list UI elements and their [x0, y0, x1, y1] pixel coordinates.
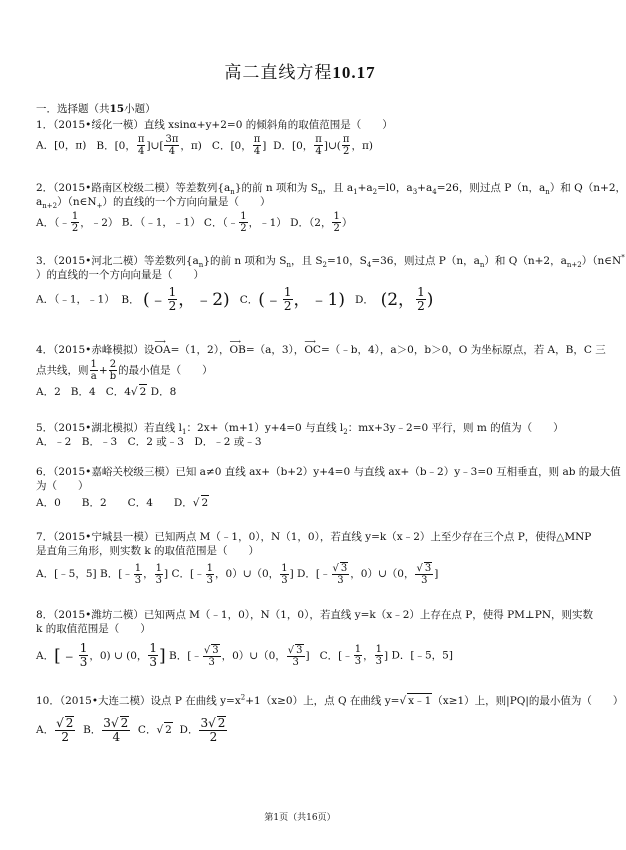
- option-d: [273, 134, 373, 157]
- section-label: 一．选择题（共: [36, 103, 110, 115]
- question-3-stem-line-1: [36, 253, 625, 270]
- text: ，0）∪（0，: [215, 568, 280, 580]
- fraction: [109, 359, 117, 382]
- option-b: [118, 285, 230, 313]
- option-a: A．（﹣1，﹣1）: [36, 293, 115, 306]
- radicand: 2: [139, 386, 147, 398]
- numerator: [102, 716, 130, 731]
- radicand: 2: [165, 724, 172, 736]
- question-5: [36, 421, 572, 449]
- fraction: [415, 562, 433, 586]
- text: ]: [305, 649, 310, 662]
- page-title: [0, 58, 600, 83]
- subscript: n: [230, 188, 235, 197]
- text: (2，: [380, 289, 416, 310]
- text: ）（n∈N: [57, 196, 97, 208]
- numerator: 3π: [165, 134, 179, 145]
- denominator: 3: [292, 656, 299, 668]
- option-b-mid: ]∪[: [146, 139, 164, 152]
- subscript: n: [479, 261, 485, 270]
- text: ，﹣1）: [248, 216, 287, 229]
- option-c: [319, 644, 389, 667]
- text: 4．（2015•赤峰模拟）设: [36, 344, 155, 356]
- question-7-stem-line-2: 是直角三角形，则实数 k 的取值范围是（ ）: [36, 545, 260, 557]
- superscript: 2: [240, 693, 246, 702]
- text: ）和 Q（n+2，a: [484, 255, 567, 267]
- fraction: [102, 716, 130, 744]
- denominator: 2: [240, 223, 247, 234]
- denominator: 4: [168, 146, 176, 157]
- option-c: [211, 134, 267, 157]
- radical-sign: [288, 645, 294, 656]
- radical-sign: [416, 563, 422, 574]
- question-8-stem-line-2: k 的取值范围是（ ）: [36, 623, 151, 635]
- question-4: [36, 343, 606, 399]
- text: }的前 n 项和为 S: [203, 255, 287, 267]
- fraction: [71, 211, 79, 234]
- subscript: 4: [366, 261, 372, 270]
- denominator: 4: [137, 146, 145, 157]
- question-10-options: [36, 716, 572, 744]
- option-c: [106, 386, 148, 398]
- numerator: 1: [79, 641, 88, 655]
- denominator: 2: [417, 299, 425, 313]
- text: A．（: [36, 216, 60, 229]
- denominator: 3: [155, 574, 163, 586]
- subscript: n: [198, 261, 204, 270]
- numerator: 1: [240, 211, 247, 222]
- text: a: [36, 196, 43, 208]
- denominator: 3: [354, 656, 362, 667]
- text: D．: [179, 724, 199, 736]
- denominator: 3: [375, 656, 383, 667]
- denominator: b: [109, 371, 117, 382]
- text: C．: [239, 293, 259, 306]
- text: C．4: [105, 386, 131, 398]
- text: ]: [384, 649, 389, 662]
- text: =（1，2），: [170, 344, 230, 356]
- denominator: 3: [208, 656, 215, 668]
- text: +1（x≥0）上，点 Q 在曲线 y=: [245, 695, 400, 707]
- subscript: +: [96, 202, 103, 211]
- fraction: [287, 644, 305, 668]
- subscript: n: [286, 261, 291, 270]
- question-8-options: [36, 642, 572, 669]
- numerator: π: [253, 134, 261, 145]
- text: ：2x+（m+1）y+4=0 与直线 l: [186, 422, 344, 434]
- option-d-end: ，π): [351, 139, 373, 152]
- fraction: [90, 359, 98, 382]
- fraction: [332, 211, 340, 234]
- numerator: 1: [149, 641, 158, 655]
- fraction: [164, 134, 179, 157]
- option-a: A．[﹣5，5]: [36, 568, 97, 580]
- option-a: [36, 716, 76, 744]
- subscript: 2: [372, 188, 378, 197]
- text: 10．（2015•大连二模）设点 P 在曲线 y=x: [36, 695, 241, 707]
- denominator: 2: [61, 730, 70, 744]
- text: C．（: [203, 216, 228, 229]
- vector-ob: ⟶ OB: [229, 343, 245, 357]
- question-6-options: [36, 495, 572, 510]
- radicand: 3: [296, 644, 303, 656]
- radicand: 3: [424, 563, 432, 574]
- fraction: [280, 563, 288, 586]
- denominator: 2: [333, 223, 340, 234]
- question-2: [36, 181, 626, 234]
- radical-sign: [111, 716, 119, 730]
- text: ，﹣2）: [80, 216, 119, 229]
- vector-oc: ⟶ OC: [304, 343, 321, 357]
- subscript: 1: [182, 428, 187, 437]
- fraction: [416, 286, 426, 313]
- radical-sign: [131, 386, 138, 398]
- numerator: [332, 562, 350, 575]
- question-2-stem-line-2: [36, 195, 572, 209]
- vector-oa: ⟶ OA: [154, 343, 170, 357]
- numerator: 2: [109, 359, 117, 370]
- coefficient: 3: [103, 716, 111, 730]
- fraction: [155, 563, 163, 586]
- denominator: 4: [253, 146, 261, 157]
- numerator: [415, 562, 433, 575]
- text: ：mx+3y﹣2=0 平行，则 m 的值为（ ）: [347, 422, 564, 434]
- question-7: [36, 530, 592, 586]
- question-8: [36, 608, 594, 669]
- question-4-stem-line-1: [36, 343, 606, 357]
- option-d: [355, 285, 434, 313]
- option-c: [203, 211, 287, 234]
- fraction: [375, 644, 383, 667]
- option-c: [171, 562, 294, 586]
- numerator: [203, 644, 221, 657]
- denominator: 2: [71, 223, 79, 234]
- radical-sign: [193, 497, 200, 509]
- numerator: 1: [417, 285, 425, 299]
- text: 点共线，则: [36, 364, 89, 377]
- text: ，0）∪（0，: [221, 649, 286, 662]
- option-b: B．4: [70, 386, 96, 398]
- fraction: [55, 716, 75, 744]
- text: (﹣: [258, 289, 282, 310]
- fraction: [79, 642, 89, 669]
- question-1-stem: 1．（2015•绥化一模）直线 xsinα+y+2=0 的倾斜角的取值范围是（ ）: [36, 119, 393, 131]
- question-7-stem-line-1: 7．（2015•宁城县一模）已知两点 M（﹣1，0），N（1，0），若直线 y=k（x﹣2）上至少存在三个点 P，使得△MNP: [36, 531, 592, 543]
- denominator: 3: [134, 574, 142, 586]
- question-4-options: [36, 384, 572, 399]
- text: C．: [137, 724, 157, 736]
- subscript: n: [545, 188, 550, 197]
- denominator: a: [90, 371, 97, 382]
- numerator: [55, 716, 75, 731]
- text: ）: [341, 216, 353, 229]
- option-c: [239, 285, 345, 313]
- option-d: [179, 716, 229, 744]
- question-1: [36, 118, 572, 157]
- minus-sign: ﹣: [227, 216, 239, 229]
- text: ]: [159, 645, 166, 666]
- question-10: [36, 693, 624, 744]
- text: ]: [434, 568, 439, 580]
- fraction: [354, 644, 362, 667]
- option-d: [290, 211, 353, 234]
- text: B．: [121, 293, 140, 306]
- text: A．: [36, 649, 55, 662]
- denominator: 2: [168, 299, 177, 313]
- option-d: D．8: [150, 386, 177, 398]
- fraction: [199, 716, 227, 744]
- text: ]: [164, 568, 169, 580]
- question-6: [36, 465, 621, 510]
- fraction: [283, 286, 293, 313]
- option-a: A．2: [36, 386, 61, 398]
- text: A．0 B．2 C．4 D．: [36, 497, 193, 509]
- question-4-stem-line-2: [36, 359, 572, 382]
- text: B．: [83, 724, 102, 736]
- radicand: 2: [120, 716, 129, 730]
- numerator: 1: [281, 562, 288, 574]
- numerator: 1: [90, 359, 97, 370]
- denominator: 3: [149, 655, 158, 669]
- fraction: [137, 134, 146, 157]
- text: ，﹣2): [178, 289, 230, 310]
- text: [﹣: [54, 645, 78, 666]
- numerator: [199, 716, 227, 731]
- numerator: 1: [134, 562, 142, 574]
- text: C．[﹣: [171, 568, 205, 580]
- numerator: π: [315, 134, 322, 145]
- numerator: 1: [375, 644, 383, 655]
- text: }的前 n 项和为 S: [234, 182, 318, 194]
- text: =（a，3），: [245, 344, 305, 356]
- subscript: 2: [322, 261, 327, 270]
- radicand: 2: [201, 497, 209, 509]
- numerator: π: [137, 134, 145, 145]
- text: （x≥1）上，则|PQ|的最小值为（ ）: [432, 695, 624, 707]
- option-c: [138, 724, 173, 736]
- text: =10，S: [326, 255, 367, 267]
- subscript: n: [317, 188, 323, 197]
- subscript: 2: [343, 428, 348, 437]
- denominator: 3: [421, 575, 428, 586]
- text: ，且 a: [322, 182, 354, 194]
- section-count: 15: [109, 103, 125, 115]
- radicand: x﹣1: [408, 695, 432, 707]
- radicand: 3: [340, 563, 348, 574]
- question-7-options: [36, 562, 572, 586]
- text: ，: [143, 568, 154, 580]
- section-heading: [36, 102, 572, 116]
- text: =l0，a: [377, 182, 413, 194]
- text: ，且 S: [290, 255, 323, 267]
- text: D．: [355, 293, 374, 306]
- radicand: 2: [65, 716, 74, 730]
- denominator: 2: [342, 146, 350, 157]
- question-3-options: [36, 286, 572, 313]
- question-8-stem-line-1: 8．（2015•潍坊二模）已知两点 M（﹣1，0），N（1，0），若直线 y=k（x﹣2）上存在点 P，使得 PM⊥PN，则实数: [36, 609, 594, 621]
- text: ): [426, 289, 434, 310]
- radical-sign: [333, 563, 339, 574]
- question-2-options: [36, 211, 572, 234]
- denominator: 3: [337, 575, 344, 586]
- text: ，0）∪（0，: [350, 568, 415, 580]
- option-d: D．[﹣5，5]: [391, 649, 453, 662]
- denominator: 4: [112, 730, 121, 744]
- text: =26，则过点 P（n，a: [436, 182, 546, 194]
- numerator: 1: [168, 285, 177, 299]
- text: =（﹣b，4），a＞0，b＞0，O 为坐标原点，若 A，B，C 三: [320, 344, 606, 356]
- option-a: [36, 641, 166, 669]
- text: 3．（2015•河北二模）等差数列{a: [36, 255, 199, 267]
- title-number: 10.17: [332, 63, 376, 82]
- minus-sign: ﹣: [59, 216, 70, 229]
- subscript: 3: [412, 188, 418, 197]
- subscript: n+2: [42, 202, 58, 211]
- option-b: [169, 644, 310, 668]
- question-3: [36, 253, 625, 313]
- numerator: 1: [283, 285, 292, 299]
- denominator: 4: [315, 146, 322, 157]
- text: ）（n∈N: [581, 255, 622, 267]
- text: A．: [36, 724, 55, 736]
- text: ）和 Q（n+2，: [549, 182, 626, 194]
- radicand: 3: [212, 644, 219, 656]
- radical-sign: [56, 716, 64, 730]
- fraction: [203, 644, 221, 668]
- fraction: [134, 563, 142, 586]
- question-5-options: A．﹣2 B．﹣3 C．2 或﹣3 D．﹣2 或﹣3: [36, 436, 262, 448]
- radical-sign: [204, 645, 210, 656]
- text: ，﹣1): [293, 289, 345, 310]
- text: (﹣: [142, 289, 167, 310]
- subscript: n+2: [566, 261, 582, 270]
- plus-sign: +: [98, 364, 108, 377]
- fraction: [314, 134, 323, 157]
- denominator: 2: [283, 299, 292, 313]
- option-d: [297, 563, 439, 586]
- question-3-stem-line-2: ）的直线的一个方向向量是（ ）: [36, 269, 204, 281]
- option-b-pre: B．[0，: [96, 139, 136, 152]
- text: +a: [357, 182, 373, 194]
- question-10-stem: [36, 693, 624, 708]
- numerator: 1: [354, 644, 362, 655]
- fraction: [342, 134, 351, 157]
- question-5-stem: [36, 421, 572, 435]
- subscript: 4: [432, 188, 437, 197]
- title-text: 高二直线方程: [224, 63, 333, 83]
- text: ]: [289, 568, 294, 580]
- fraction: [168, 286, 178, 313]
- option-b: B．（﹣1，﹣1）: [121, 216, 201, 229]
- option-a: [36, 211, 119, 234]
- option-a: A．[0，π): [36, 139, 87, 152]
- coefficient: 3: [200, 716, 209, 730]
- option-b-end: ，π): [180, 139, 202, 152]
- option-b: [83, 716, 131, 744]
- text: 5．（2015•湖北模拟）若直线 l: [36, 422, 183, 434]
- superscript: *: [621, 253, 625, 262]
- question-2-stem-line-1: [36, 181, 626, 197]
- radical-sign: [156, 724, 163, 736]
- text: ，: [363, 649, 374, 662]
- option-b: [99, 562, 169, 586]
- question-6-stem-line-1: 6．（2015•嘉峪关校级三模）已知 a≠0 直线 ax+（b+2）y+4=0 与直线 ax+（b﹣2）y﹣3=0 互相垂直，则 ab 的最大值: [36, 466, 621, 478]
- text: D．[﹣: [297, 568, 331, 580]
- option-d-pre: D．[0，: [273, 139, 314, 152]
- text: B．[﹣: [99, 568, 133, 580]
- question-6-stem-line-2: 为（ ）: [36, 480, 89, 492]
- subscript: 1: [353, 188, 358, 197]
- question-1-options: [36, 134, 572, 157]
- text: 的最小值是（ ）: [118, 364, 213, 377]
- denominator: 2: [209, 730, 218, 744]
- fraction: [148, 642, 158, 669]
- fraction: [239, 211, 247, 234]
- text: =36，则过点 P（n，a: [371, 255, 480, 267]
- numerator: 1: [333, 211, 340, 222]
- text: B．[﹣: [169, 649, 202, 662]
- option-d-mid: ]∪(: [323, 139, 341, 152]
- numerator: 1: [71, 211, 79, 222]
- text: D．（2，: [290, 216, 332, 229]
- numerator: π: [342, 134, 350, 145]
- denominator: 3: [206, 574, 214, 586]
- numerator: [287, 644, 305, 657]
- text: ）的直线的一个方向向量是（ ）: [102, 196, 271, 208]
- radical-sign: [399, 695, 406, 707]
- fraction: [332, 562, 350, 586]
- exam-content: [36, 102, 626, 744]
- denominator: 3: [281, 574, 288, 586]
- page-footer: 第1页（共16页）: [264, 813, 336, 823]
- denominator: 3: [79, 655, 88, 669]
- radicand: 2: [217, 716, 226, 730]
- numerator: 1: [155, 562, 163, 574]
- text: C．[﹣: [319, 649, 353, 662]
- numerator: 1: [206, 562, 214, 574]
- fraction: [253, 134, 262, 157]
- text: 2．（2015•路南区校级二模）等差数列{a: [36, 182, 231, 194]
- option-c-pre: C．[0，: [211, 139, 252, 152]
- radical-sign: [208, 716, 216, 730]
- fraction: [206, 563, 214, 586]
- text: +a: [417, 182, 433, 194]
- section-suffix: 小题）: [124, 103, 156, 115]
- text: ，0) ∪ (0，: [89, 649, 148, 662]
- option-c-end: ]: [262, 139, 267, 152]
